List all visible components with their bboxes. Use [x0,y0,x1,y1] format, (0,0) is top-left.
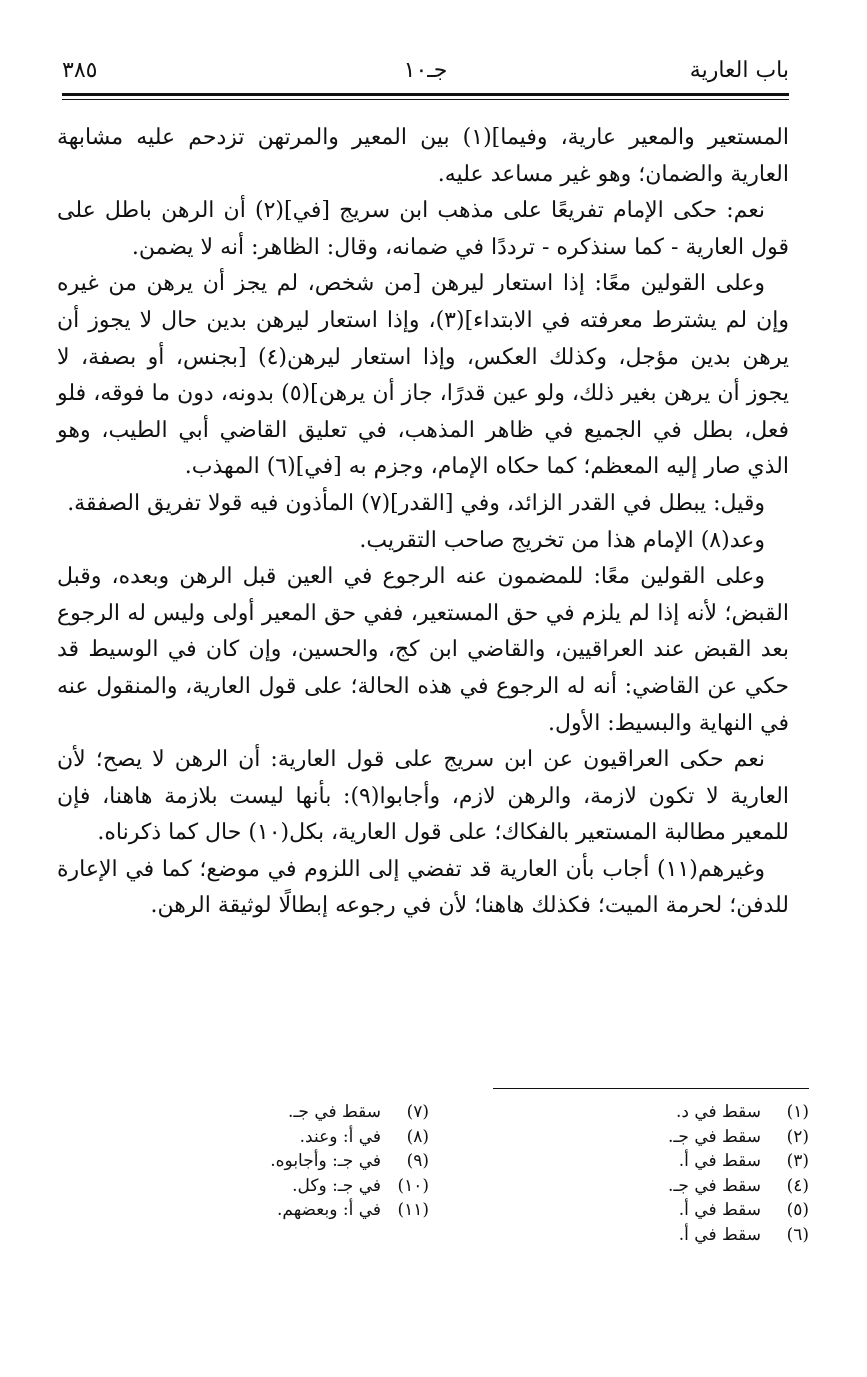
footnote-text: سقط في د. [675,1102,761,1122]
paragraph: وعلى القولين معًا: إذا استعار ليرهن [من شخص، لم يجز أن يرهن من غيره وإن لم يشترط معرفته في الابتداء](٣)، وإذا استعار ليرهن بدين حال لا يجوز أن يرهن بدين مؤجل، وكذلك العكس، وإذا استعار ليرهن(٤) [بجنس، أو بصفة، لا يجوز أن يرهن بغير ذلك، ولو عين قدرًا، جاز أن يرهن](٥) بدونه، دون ما فوقه، فلو فعل، بطل في الجميع في ظاهر المذهب، في تعليق القاضي أبي الطيب، وهو الذي صار إليه المعظم؛ كما حكاه الإمام، وجزم به [في](٦) المهذب. [57,271,790,480]
footnote-number: (١) [786,1102,809,1122]
footnote-text: سقط في أ. [678,1200,761,1221]
footnote-number: (١١) [397,1200,429,1221]
header-rule-thick [62,93,789,96]
footnote-number: (٥) [786,1200,809,1221]
footnote [549,1223,809,1248]
footnote [129,1174,429,1199]
paragraph: وعد(٨) الإمام هذا من تخريج صاحب التقريب. [359,527,765,553]
footnote-number: (١٠) [397,1175,429,1196]
footnote-text: في جـ: وكل. [292,1175,381,1196]
paragraph: نعم: حكى الإمام تفريعًا على مذهب ابن سريج [في](٢) أن الرهن باطل على قول العارية - كما سنذكره - ترددًا في ضمانه، وقال: الظاهر: أنه لا يضمن. [57,198,789,260]
footnote-number: (٣) [786,1151,809,1172]
footnotes-column-left [129,1100,429,1223]
footnotes-column-right [549,1100,809,1248]
footnote-number: (٨) [406,1126,429,1147]
paragraph: وعلى القولين معًا: للمضمون عنه الرجوع في العين قبل الرهن وبعده، وقبل القبض؛ لأنه إذا لم يلزم في حق المستعير، ففي حق المعير أولى وليس له الرجوع بعد القبض عند العراقيين، والقاضي ابن كج، والحسين، وإن كان في الوسيط قد حكي عن القاضي: أنه له الرجوع في هذه الحالة؛ على قول العارية، والمنقول عنه في النهاية والبسيط: الأول. [57,564,789,736]
footnote [129,1100,429,1125]
footnote-text: سقط في جـ. [668,1175,761,1196]
footnote-number: (٤) [786,1175,809,1196]
footnote-number: (٦) [786,1224,809,1245]
chapter-title: باب العارية [689,58,789,83]
paragraph: المستعير والمعير عارية، وفيما](١) بين المعير والمرتهن تزدحم عليه مشابهة العارية والضمان؛ وهو غير مساعد عليه. [57,125,789,187]
footnote-number: (٧) [406,1102,429,1122]
footnote-text: في جـ: وأجابوه. [270,1151,381,1172]
footnote [549,1125,809,1150]
footnote-number: (٩) [406,1151,429,1172]
paragraph: نعم حكى العراقيون عن ابن سريج على قول العارية: أن الرهن لا يصح؛ لأن العارية لا تكون لازمة، والرهن لازم، وأجابوا(٩): بأنها ليست بلازمة هاهنا، فإن للمعير مطالبة المستعير بالفكاك؛ على قول العارية، بكل(١٠) حال كما ذكرناه. [57,747,789,846]
footnote [549,1174,809,1199]
page-header [62,58,789,94]
paragraph: وغيرهم(١١) أجاب بأن العارية قد تفضي إلى اللزوم في موضع؛ كما في الإعارة للدفن؛ لحرمة الميت؛ فكذلك هاهنا؛ لأن في رجوعه إبطالًا لوثيقة الرهن. [57,856,789,919]
footnote-text: سقط في جـ. [288,1102,381,1122]
footnote [549,1100,809,1125]
footnote [129,1149,429,1174]
footnote-text: سقط في أ. [678,1151,761,1172]
footnote [549,1198,809,1223]
footnote-text: سقط في أ. [678,1224,761,1245]
page-number: ٣٨٥ [62,58,98,83]
volume-label: جـ١٠ [403,58,448,83]
footnote-text: في أ: وعند. [299,1126,381,1147]
footnote-text: سقط في جـ. [668,1126,761,1147]
footnote-divider [493,1088,809,1089]
footnote [549,1149,809,1174]
footnote-number: (٢) [786,1126,809,1147]
paragraph: وقيل: يبطل في القدر الزائد، وفي [القدر](٧) المأذون فيه قولا تفريق الصفقة. [67,490,765,516]
footnote [129,1198,429,1223]
header-rule-thin [62,99,789,100]
main-text [57,120,789,925]
footnote [129,1125,429,1150]
footnote-text: في أ: وبعضهم. [277,1200,381,1221]
